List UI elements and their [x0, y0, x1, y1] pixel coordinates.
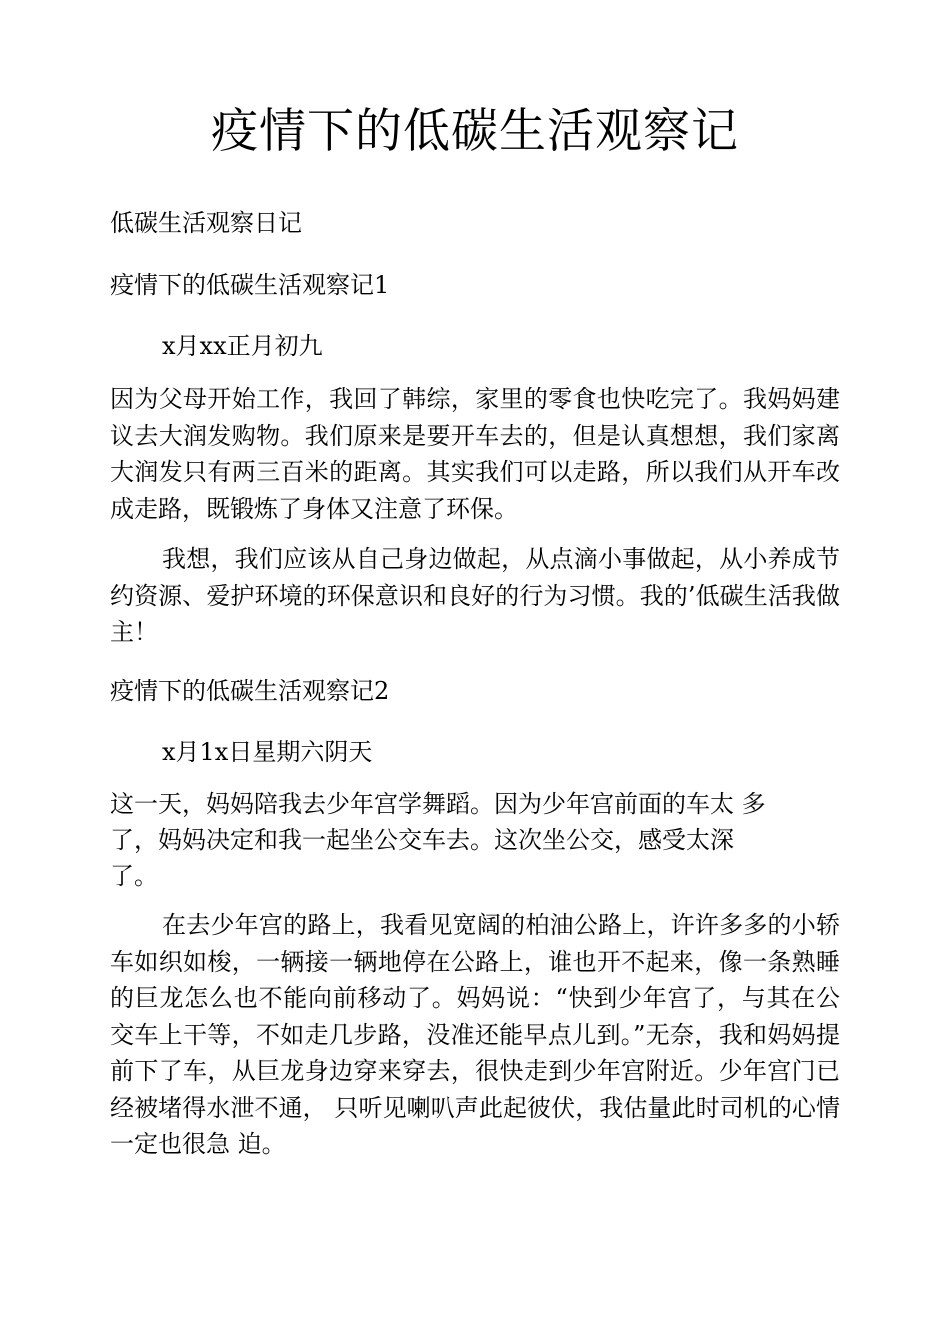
entry1-heading: 疫情下的低碳生活观察记1: [110, 271, 390, 299]
entry1-paragraph-2: 我想，我们应该从自己身边做起，从点滴小事做起，从小养成节约资源、爱护环境的环保意识和良好的行为习惯。我的’低碳生活我做主！: [110, 545, 840, 646]
entry1-paragraph-1: 因为父母开始工作，我回了韩综，家里的零食也快吃完了。我妈妈建议去大润发购物。我们原来是要开车去的，但是认真想想，我们家离大润发只有两三百米的距离。其实我们可以走路，所以我们从开车改成走路，既锻炼了身体又注意了环保。: [110, 385, 840, 523]
document-subtitle: 低碳生活观察日记: [110, 209, 302, 237]
entry2-paragraph-1-line-3: 了。: [110, 862, 158, 890]
entry1-date: x月xx正月初九: [162, 332, 323, 360]
document-title: 疫情下的低碳生活观察记: [211, 104, 739, 159]
entry2-paragraph-2: 在去少年宫的路上，我看见宽阔的柏油公路上，许许多多的小轿车如织如梭，一辆接一辆地停在公路上，谁也开不起来，像一条熟睡的巨龙怎么也不能向前移动了。妈妈说：“快到少年宫了，与其在公交车上干等，不如走几步路，没准还能早点儿到。”无奈，我和妈妈提前下了车，从巨龙身边穿来穿去，很快走到少年宫附近。少年宫门已经被堵得水泄不通， 只听见喇叭声此起彼伏，我估量此时司机的心情一定也很急 迫。: [110, 911, 840, 1158]
entry2-date: x月1x日星期六阴天: [162, 738, 373, 766]
entry2-paragraph-1-line-1: 这一天，妈妈陪我去少年宫学舞蹈。因为少年宫前面的车太 多: [110, 790, 766, 818]
entry2-paragraph-1-line-2: 了，妈妈决定和我一起坐公交车去。这次坐公交，感受太深: [110, 826, 734, 854]
entry2-heading: 疫情下的低碳生活观察记2: [110, 677, 390, 705]
